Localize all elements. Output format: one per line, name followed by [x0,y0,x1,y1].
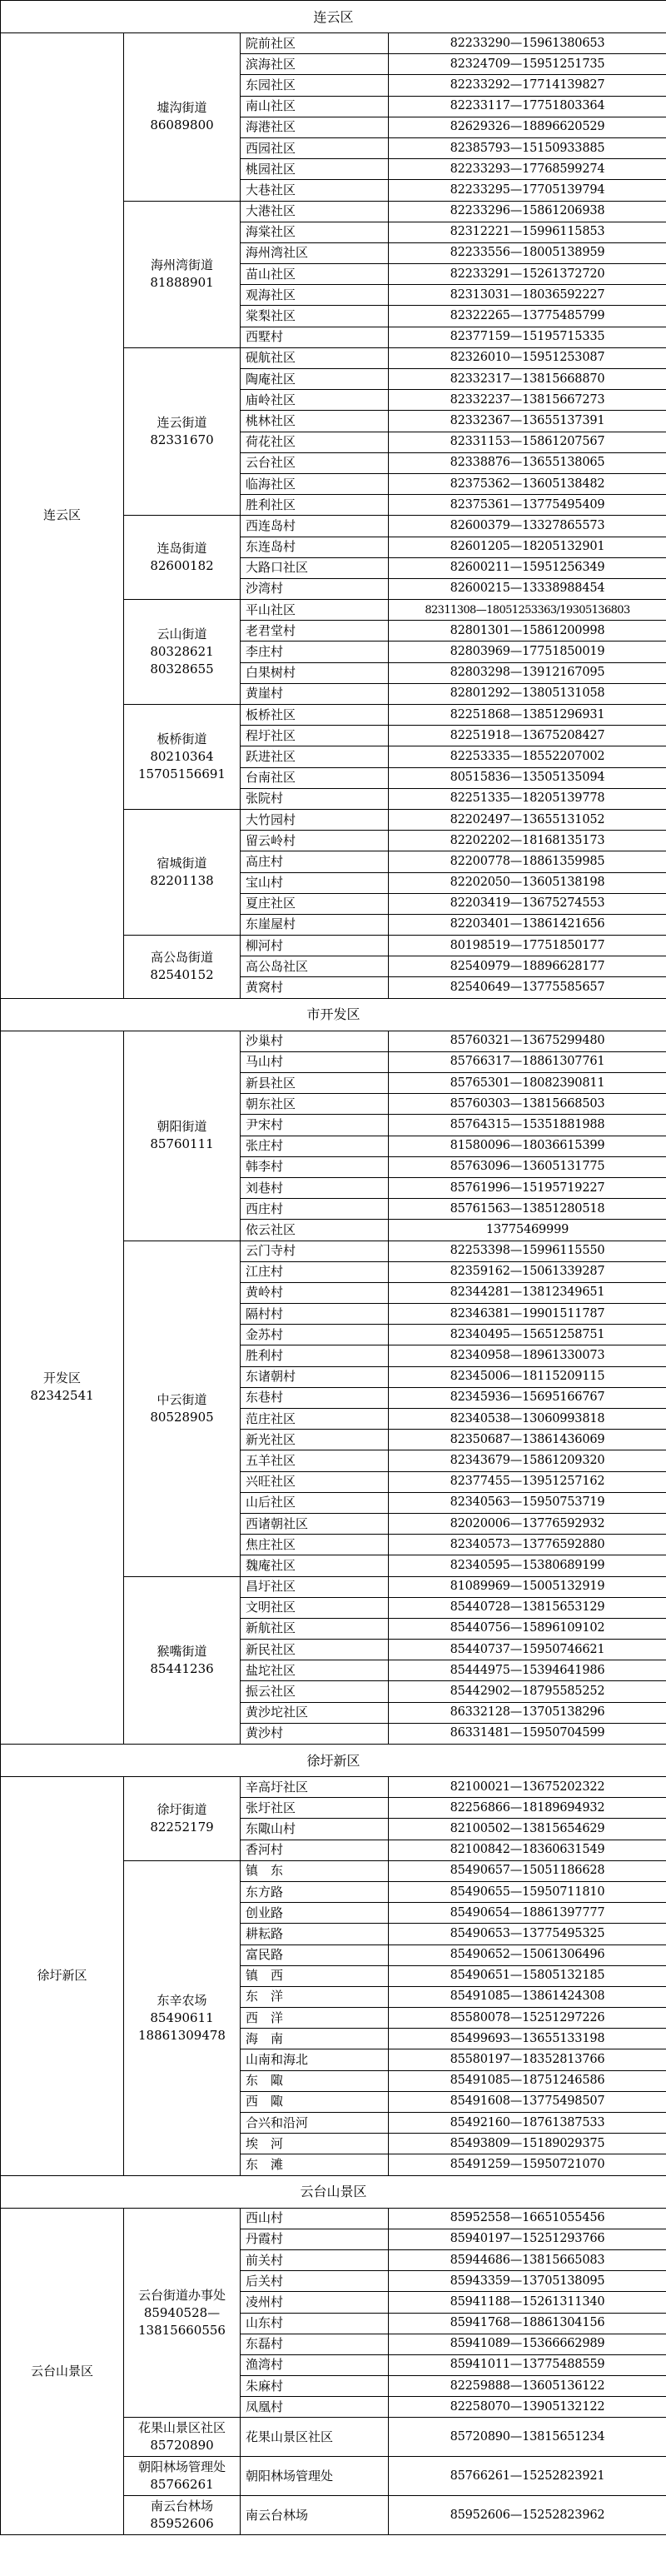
phone-number: 85760321—13675299480 [389,1031,666,1051]
phone-number: 82540649—13775585657 [389,977,666,998]
phone-number: 85490654—18861397777 [389,1903,666,1924]
phone-number: 82340538—13060993818 [389,1409,666,1430]
phone-number: 85764315—15351881988 [389,1115,666,1136]
community-name: 东 陬 [241,2070,389,2091]
street-office: 云山街道 80328621 80328655 [124,600,241,705]
phone-number: 82803969—17751850019 [389,642,666,662]
community-name: 昌圩社区 [241,1576,389,1597]
phone-number: 82100021—13675202322 [389,1777,666,1798]
community-name: 东崖屋村 [241,914,389,935]
phone-number: 82629326—18896620529 [389,117,666,137]
phone-number: 82258070—13905132122 [389,2397,666,2418]
community-name: 台南社区 [241,767,389,788]
community-name: 富民路 [241,1944,389,1965]
community-name: 程圩社区 [241,726,389,746]
community-name: 刘巷村 [241,1177,389,1198]
community-name: 西园社区 [241,137,389,158]
phone-number: 85491085—18751246586 [389,2070,666,2091]
community-name: 西山村 [241,2208,389,2229]
community-name: 山东村 [241,2313,389,2334]
community-name: 花果山景区社区 [241,2418,389,2457]
community-name: 苗山社区 [241,264,389,285]
community-name: 大巷社区 [241,180,389,201]
district-name: 徐圩新区 [1,1777,124,2176]
phone-number: 82256866—18189694932 [389,1798,666,1819]
section-header-row [1,1,666,33]
phone-number: 82600215—13338988454 [389,578,666,599]
phone-number: 82344281—13812349651 [389,1282,666,1303]
phone-number: 82313031—18036592227 [389,285,666,306]
phone-number: 82343679—15861209320 [389,1450,666,1471]
community-name: 张院村 [241,788,389,809]
phone-number: 85490652—15061306496 [389,1944,666,1965]
phone-number: 82203401—13861421656 [389,914,666,935]
community-name: 沙巢村 [241,1031,389,1051]
community-name: 辛高圩社区 [241,1777,389,1798]
table-row [1,33,666,54]
phone-number: 82340573—13776592880 [389,1535,666,1555]
phone-number: 82377159—15195715335 [389,327,666,347]
community-name: 盐坨社区 [241,1660,389,1681]
phone-number: 82340563—15950753719 [389,1492,666,1513]
community-name: 前关村 [241,2249,389,2270]
community-name: 隔村村 [241,1304,389,1325]
community-name: 黄沙村 [241,1723,389,1744]
phone-number: 82346381—19901511787 [389,1304,666,1325]
community-name: 山南和海北 [241,2049,389,2070]
phone-number: 85763096—13605131775 [389,1156,666,1177]
table-row [1,1031,666,1051]
community-name: 黄沙坨社区 [241,1702,389,1723]
community-name: 海 南 [241,2029,389,2049]
phone-number: 82340958—18961330073 [389,1345,666,1366]
phone-number: 82801292—13805131058 [389,683,666,704]
community-name: 桃园社区 [241,159,389,180]
community-name: 南山社区 [241,96,389,117]
phone-number: 82100842—18360631549 [389,1840,666,1860]
community-name: 高公岛社区 [241,956,389,977]
community-name: 黄崖村 [241,683,389,704]
phone-number: 85442902—18795585252 [389,1681,666,1702]
community-name: 耕耘路 [241,1924,389,1944]
district-name: 连云区 [1,33,124,999]
phone-number: 82359162—15061339287 [389,1261,666,1282]
community-name: 凌州村 [241,2292,389,2313]
community-name: 庙岭社区 [241,390,389,411]
phone-number: 82375361—13775495409 [389,495,666,516]
phone-number: 82600379—13327865573 [389,516,666,537]
phone-number: 82233292—17714139827 [389,75,666,96]
community-name: 新民社区 [241,1640,389,1660]
community-name: 山后社区 [241,1492,389,1513]
community-name: 东磊村 [241,2334,389,2354]
community-name: 沙湾村 [241,578,389,599]
community-name: 留云岭村 [241,831,389,851]
community-name: 桃林社区 [241,411,389,432]
community-name: 临海社区 [241,473,389,494]
community-name: 魏庵社区 [241,1555,389,1576]
community-name: 振云社区 [241,1681,389,1702]
community-name: 院前社区 [241,33,389,54]
phone-number: 82100502—13815654629 [389,1819,666,1840]
phone-number: 86332128—13705138296 [389,1702,666,1723]
community-name: 南云台林场 [241,2496,389,2535]
community-name: 李庄村 [241,642,389,662]
phone-number: 82311308—18051253363/19305136803 [389,600,666,621]
phone-number: 85499693—13655133198 [389,2029,666,2049]
community-name: 海棠社区 [241,222,389,242]
community-name: 新县社区 [241,1073,389,1094]
community-name: 海州湾社区 [241,242,389,263]
community-name: 新航社区 [241,1618,389,1639]
section-title: 连云区 [1,1,666,33]
street-office: 连云街道 82331670 [124,347,241,516]
phone-number: 82251868—13851296931 [389,705,666,726]
phone-number: 80515836—13505135094 [389,767,666,788]
phone-number: 82253335—18552207002 [389,746,666,767]
street-office: 徐圩街道 82252179 [124,1777,241,1861]
phone-number: 85941188—15261311340 [389,2292,666,2313]
community-name: 焦庄社区 [241,1535,389,1555]
table-row [1,2208,666,2229]
phone-number: 85490653—13775495325 [389,1924,666,1944]
community-name: 滨海社区 [241,54,389,75]
community-name: 东园社区 [241,75,389,96]
community-name: 埃 河 [241,2134,389,2154]
section-title: 云台山景区 [1,2175,666,2208]
phone-number: 85944686—13815665083 [389,2249,666,2270]
community-name: 平山社区 [241,600,389,621]
phone-number: 82251918—13675208427 [389,726,666,746]
community-name: 后关村 [241,2271,389,2292]
phone-number: 85444975—15394641986 [389,1660,666,1681]
street-office: 宿城街道 82201138 [124,809,241,935]
phone-number: 82322265—13775485799 [389,306,666,327]
community-name: 黄岭村 [241,1282,389,1303]
community-name: 观海社区 [241,285,389,306]
community-name: 香河村 [241,1840,389,1860]
phone-number: 85941089—15366662989 [389,2334,666,2354]
community-name: 跃进社区 [241,746,389,767]
community-name: 大竹园村 [241,809,389,830]
district-name: 云台山景区 [1,2208,124,2535]
community-name: 五羊社区 [241,1450,389,1471]
phone-number: 81580096—18036615399 [389,1136,666,1156]
community-name: 夏庄社区 [241,893,389,914]
phone-number: 82324709—15951251735 [389,54,666,75]
phone-number: 85490651—15805132185 [389,1965,666,1986]
phone-number: 82340595—15380689199 [389,1555,666,1576]
phone-number: 85440728—13815653129 [389,1597,666,1618]
phone-number: 85760303—13815668503 [389,1094,666,1115]
community-name: 依云社区 [241,1220,389,1241]
community-name: 合兴和沿河 [241,2113,389,2134]
community-name: 西 洋 [241,2008,389,2029]
street-office: 朝阳林场管理处85766261 [124,2457,241,2496]
community-name: 凤凰村 [241,2397,389,2418]
table-row [1,1777,666,1798]
community-name: 韩李村 [241,1156,389,1177]
phone-number: 82233117—17751803364 [389,96,666,117]
phone-number: 85492160—18761387533 [389,2113,666,2134]
phone-number: 85493809—15189029375 [389,2134,666,2154]
phone-number: 82540979—18896628177 [389,956,666,977]
phone-number: 86331481—15950704599 [389,1723,666,1744]
phone-number: 82332237—13815667273 [389,390,666,411]
phone-number: 81089969—15005132919 [389,1576,666,1597]
phone-number: 82338876—13655138065 [389,452,666,473]
community-name: 西墅村 [241,327,389,347]
community-name: 创业路 [241,1903,389,1924]
phone-number: 85490657—15051186628 [389,1860,666,1881]
community-name: 东 滩 [241,2154,389,2175]
community-name: 江庄村 [241,1261,389,1282]
community-name: 黄窝村 [241,977,389,998]
section-title: 市开发区 [1,998,666,1031]
community-name: 东连岛村 [241,537,389,557]
community-name: 张庄村 [241,1136,389,1156]
phone-number: 82233295—17705139794 [389,180,666,201]
phone-number: 82375362—13605138482 [389,473,666,494]
phone-number: 82020006—13776592932 [389,1513,666,1534]
community-name: 朝阳林场管理处 [241,2457,389,2496]
community-name: 西连岛村 [241,516,389,537]
phone-number: 82340495—15651258751 [389,1325,666,1345]
community-name: 海港社区 [241,117,389,137]
phone-number: 82202202—18168135173 [389,831,666,851]
phone-number: 85940197—15251293766 [389,2229,666,2249]
community-name: 棠梨社区 [241,306,389,327]
phone-number: 82332367—13655137391 [389,411,666,432]
street-office: 花果山景区社区85720890 [124,2418,241,2457]
phone-number: 13775469999 [389,1220,666,1241]
community-name: 镇 西 [241,1965,389,1986]
phone-number: 82377455—13951257162 [389,1471,666,1492]
phone-number: 82332317—13815668870 [389,369,666,390]
phone-number: 82202050—13605138198 [389,872,666,893]
community-name: 新光社区 [241,1430,389,1450]
phone-number: 85761996—15195719227 [389,1177,666,1198]
community-name: 荷花社区 [241,432,389,452]
directory-table-body [1,1,666,2535]
phone-number: 82345936—15695166767 [389,1387,666,1408]
section-title: 徐圩新区 [1,1745,666,1777]
street-office: 海州湾街道 81888901 [124,201,241,347]
street-office: 南云台林场85952606 [124,2496,241,2535]
street-office: 高公岛街道 82540152 [124,936,241,999]
phone-number: 85580197—18352813766 [389,2049,666,2070]
phone-number: 82233296—15861206938 [389,201,666,222]
community-name: 东 洋 [241,1986,389,2007]
community-name: 大路口社区 [241,557,389,578]
phone-number: 85440737—15950746621 [389,1640,666,1660]
community-name: 镇 东 [241,1860,389,1881]
phone-number: 85491608—13775498507 [389,2091,666,2112]
phone-number: 82233293—17768599274 [389,159,666,180]
community-name: 柳河村 [241,936,389,956]
phone-number: 82601205—18205132901 [389,537,666,557]
phone-number: 80198519—17751850177 [389,936,666,956]
community-name: 云台社区 [241,452,389,473]
street-office: 猴嘴街道 85441236 [124,1576,241,1745]
phone-number: 85720890—13815651234 [389,2418,666,2457]
community-name: 白果树村 [241,662,389,683]
community-name: 胜利社区 [241,495,389,516]
phone-number: 82803298—13912167095 [389,662,666,683]
street-office: 云台街道办事处 85940528—13815660556 [124,2208,241,2418]
phone-number: 82233556—18005138959 [389,242,666,263]
community-name: 朝东社区 [241,1094,389,1115]
community-name: 渔湾村 [241,2354,389,2375]
community-name: 兴旺社区 [241,1471,389,1492]
community-name: 金苏村 [241,1325,389,1345]
phone-number: 85490655—15950711810 [389,1881,666,1902]
community-name: 尹宋村 [241,1115,389,1136]
community-name: 大港社区 [241,201,389,222]
community-name: 宝山村 [241,872,389,893]
phone-number: 82385793—15150933885 [389,137,666,158]
street-office: 板桥街道 80210364 15705156691 [124,705,241,810]
phone-number: 85952606—15252823962 [389,2496,666,2535]
phone-number: 82259888—13605136122 [389,2376,666,2397]
district-name: 开发区 82342541 [1,1031,124,1744]
street-office: 连岛街道 82600182 [124,516,241,600]
phone-number: 82326010—15951253087 [389,347,666,368]
community-name: 砚航社区 [241,347,389,368]
phone-number: 82801301—15861200998 [389,621,666,642]
street-office: 墟沟街道 86089800 [124,33,241,202]
community-name: 胜利村 [241,1345,389,1366]
community-name: 西庄村 [241,1199,389,1220]
phone-number: 82350687—13861436069 [389,1430,666,1450]
phone-number: 82331153—15861207567 [389,432,666,452]
phone-number: 85491085—13861424308 [389,1986,666,2007]
community-name: 东陬山村 [241,1819,389,1840]
section-header-row [1,1745,666,1777]
phone-number: 85440756—15896109102 [389,1618,666,1639]
community-name: 西 陬 [241,2091,389,2112]
phone-number: 85765301—18082390811 [389,1073,666,1094]
phone-number: 82202497—13655131052 [389,809,666,830]
phone-number: 82251335—18205139778 [389,788,666,809]
street-office: 东辛农场 85490611 18861309478 [124,1860,241,2175]
community-name: 文明社区 [241,1597,389,1618]
community-name: 丹霞村 [241,2229,389,2249]
phone-number: 82200778—18861359985 [389,851,666,872]
community-name: 西诸朝社区 [241,1513,389,1534]
community-name: 老君堂村 [241,621,389,642]
phone-number: 82345006—18115209115 [389,1366,666,1387]
phone-number: 85952558—16651055456 [389,2208,666,2229]
phone-number: 85491259—15950721070 [389,2154,666,2175]
phone-number: 82253398—15996115550 [389,1241,666,1261]
phone-number: 82233290—15961380653 [389,33,666,54]
phone-number: 82312221—15996115853 [389,222,666,242]
community-name: 云门寺村 [241,1241,389,1261]
phone-number: 85766317—18861307761 [389,1051,666,1072]
community-name: 范庄社区 [241,1409,389,1430]
community-name: 高庄村 [241,851,389,872]
phone-number: 85766261—15252823921 [389,2457,666,2496]
phone-number: 82600211—15951256349 [389,557,666,578]
phone-number: 85761563—13851280518 [389,1199,666,1220]
street-office: 中云街道 80528905 [124,1241,241,1576]
phone-number: 85580078—15251297226 [389,2008,666,2029]
street-office: 朝阳街道 85760111 [124,1031,241,1241]
phone-number: 85941768—18861304156 [389,2313,666,2334]
section-header-row [1,998,666,1031]
community-name: 东方路 [241,1881,389,1902]
phone-number: 85941011—13775488559 [389,2354,666,2375]
community-name: 陶庵社区 [241,369,389,390]
phone-number: 82233291—15261372720 [389,264,666,285]
community-name: 张圩社区 [241,1798,389,1819]
section-header-row [1,2175,666,2208]
community-name: 板桥社区 [241,705,389,726]
phone-number: 85943359—13705138095 [389,2271,666,2292]
community-name: 朱麻村 [241,2376,389,2397]
community-name: 东巷村 [241,1387,389,1408]
community-name: 马山村 [241,1051,389,1072]
phone-number: 82203419—13675274553 [389,893,666,914]
community-name: 东诸朝村 [241,1366,389,1387]
